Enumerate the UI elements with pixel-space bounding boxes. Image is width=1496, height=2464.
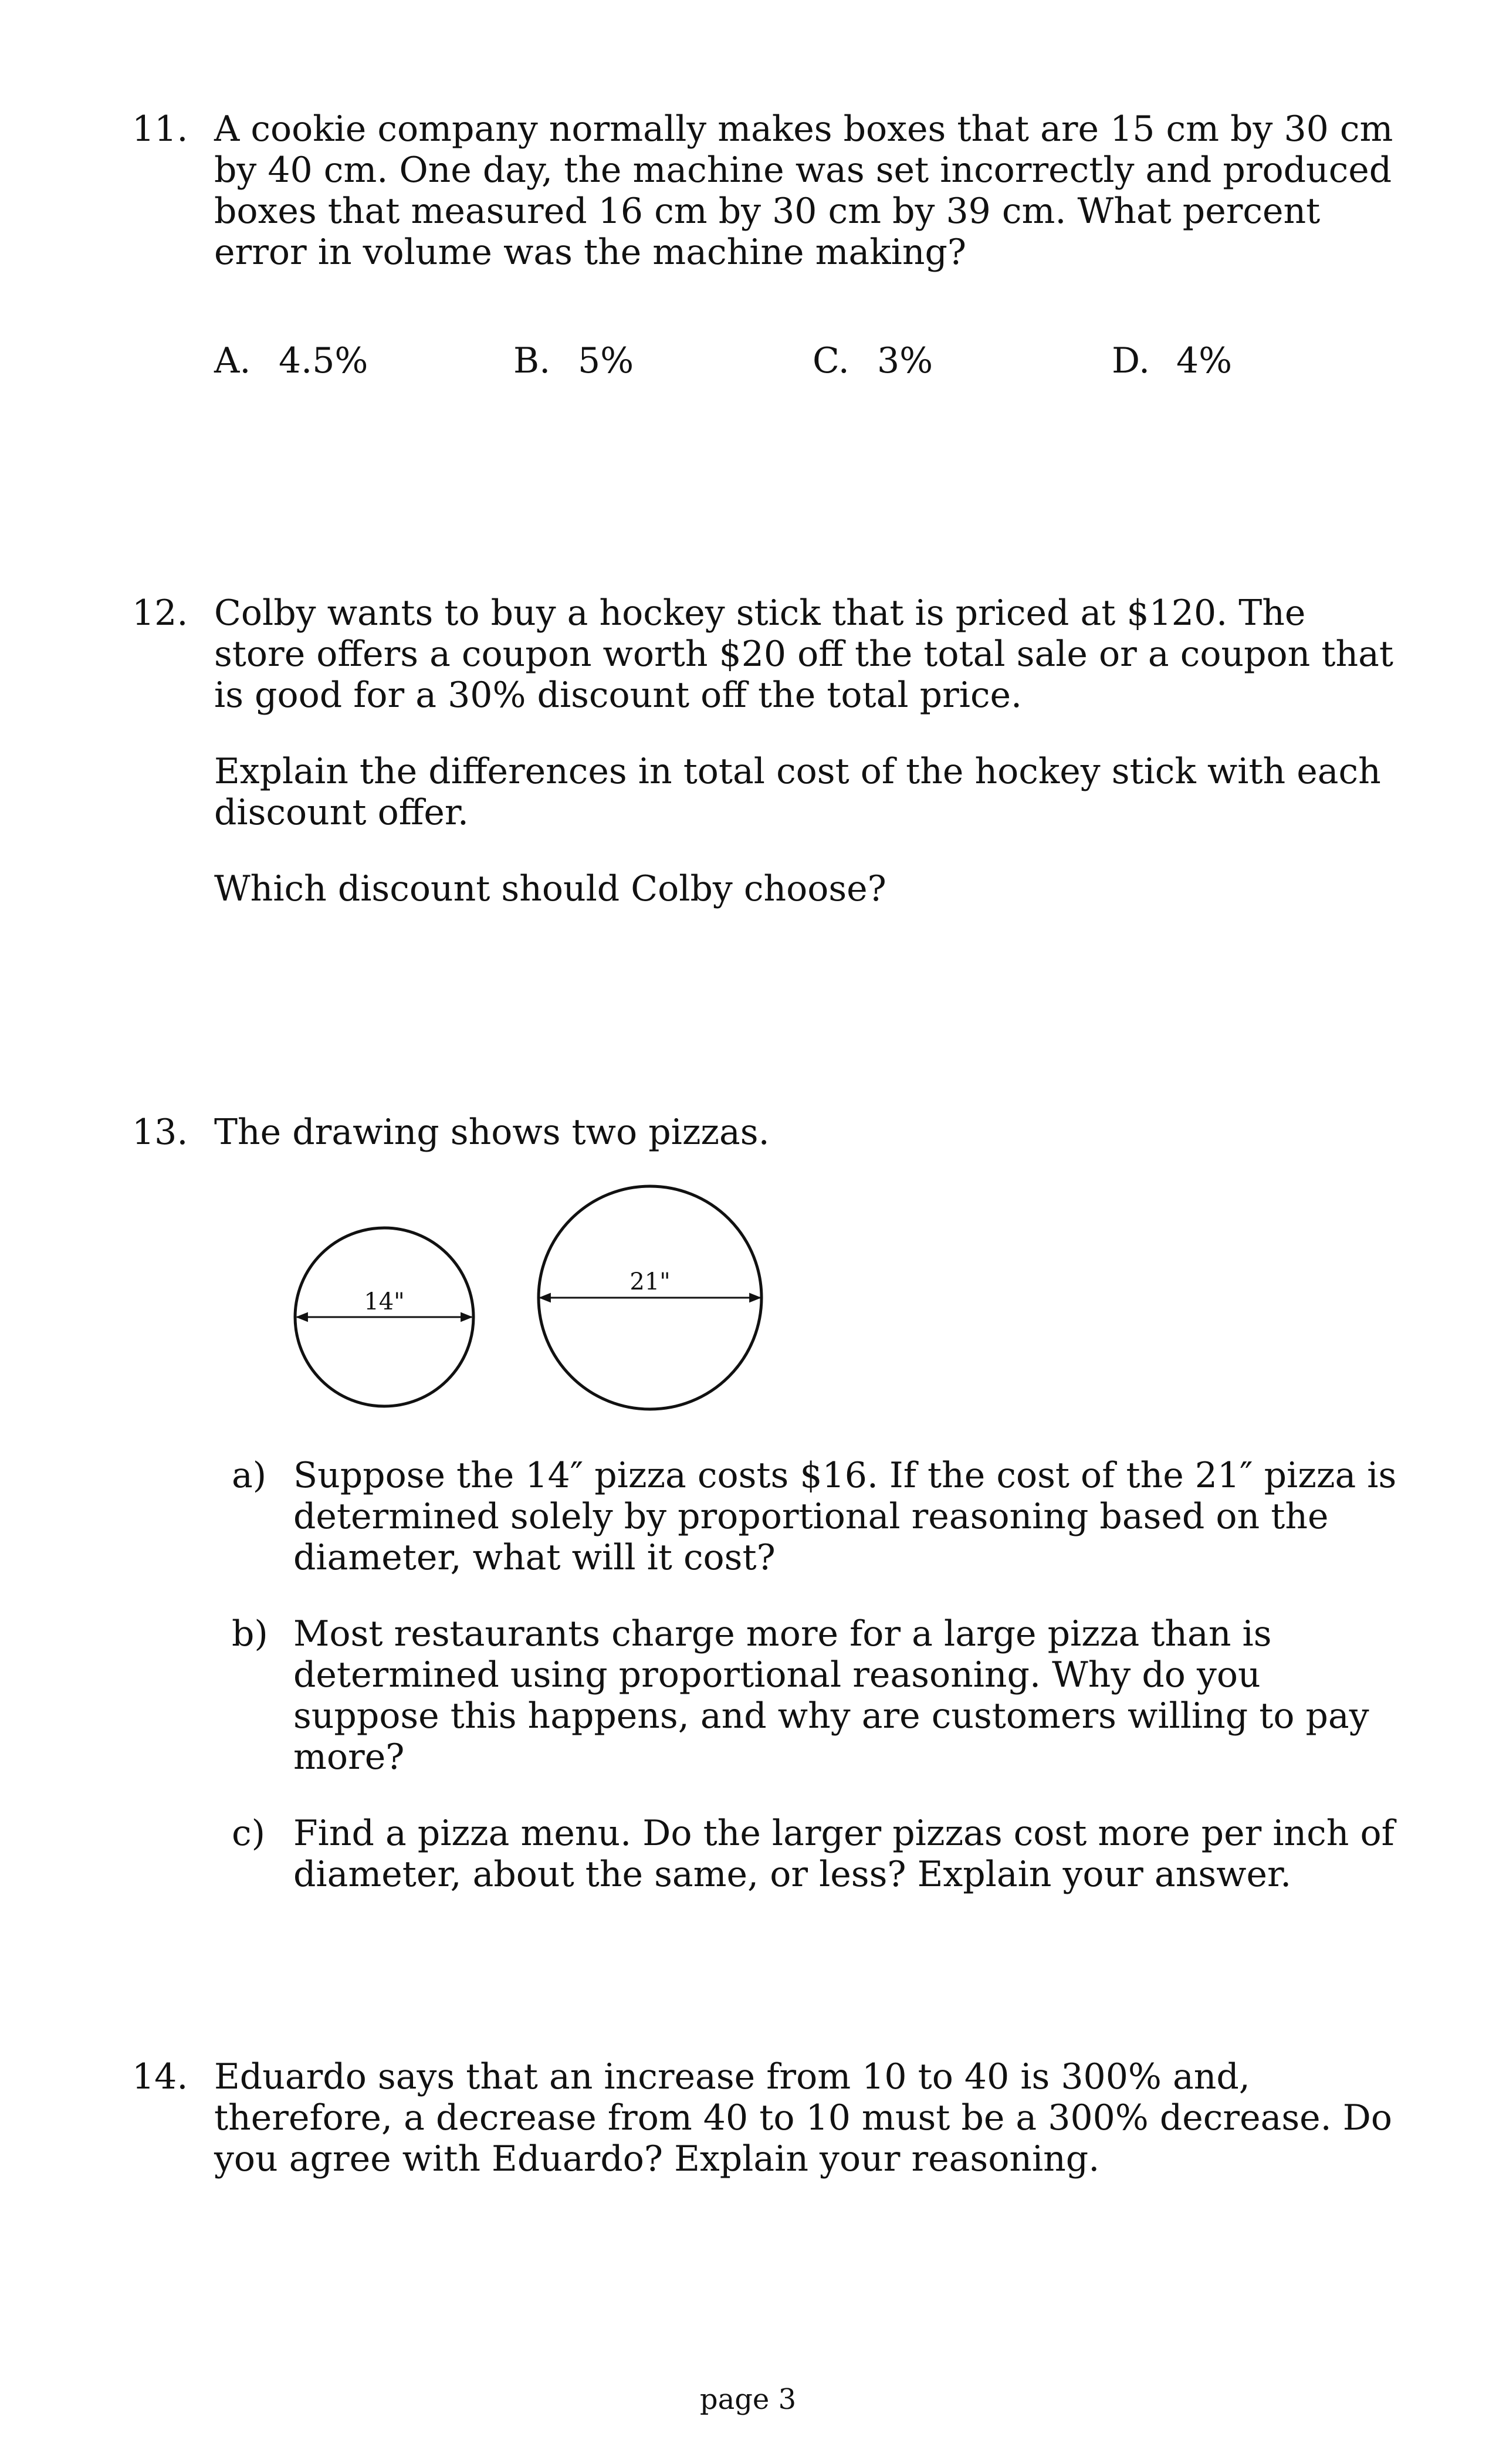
problem-text: Eduardo says that an increase from 10 to 40 is 300% and, therefore, a decrease from 40 to 10 must be a 300% decrease. Do you agree with Eduardo? Explain your reasoning. — [214, 2056, 1393, 2179]
part-b — [232, 1613, 1399, 1778]
choice-value: 3% — [877, 340, 933, 381]
problem-question: Which discount should Colby choose? — [214, 868, 886, 909]
pizza-diagram — [282, 1167, 786, 1431]
choice-d — [1112, 340, 1232, 381]
choice-letter: B. — [513, 340, 551, 381]
part-text: Most restaurants charge more for a large pizza than is determined using proportional reasoning. Why do you suppose this happens, and why are customers willing to pay more? — [293, 1613, 1369, 1778]
problem-13 — [132, 1112, 1393, 1153]
choice-c — [813, 340, 933, 381]
problem-number: 12. — [132, 593, 188, 634]
problem-number: 11. — [132, 109, 188, 150]
small-pizza-label: 14" — [364, 1288, 405, 1315]
choice-value: 4.5% — [279, 340, 368, 381]
choice-value: 5% — [578, 340, 634, 381]
part-letter: c) — [232, 1813, 266, 1854]
part-letter: a) — [232, 1455, 267, 1496]
problem-12 — [132, 593, 1393, 909]
problem-text: Colby wants to buy a hockey stick that is priced at $120. The store offers a coupon worth $20 off the total sale or a coupon that is good for a 30% discount off the total price. — [214, 593, 1393, 716]
part-text: Suppose the 14″ pizza costs $16. If the cost of the 21″ pizza is determined solely by proportional reasoning based on the diameter, what will it cost? — [293, 1455, 1397, 1578]
problem-text: A cookie company normally makes boxes that are 15 cm by 30 cm by 40 cm. One day, the machine was set incorrectly and produced boxes that measured 16 cm by 30 cm by 39 cm. What percent error in volume was the machine making? — [214, 109, 1393, 273]
problem-11 — [132, 109, 1393, 273]
small-pizza — [295, 1228, 473, 1406]
part-letter: b) — [232, 1613, 268, 1654]
part-c — [232, 1813, 1399, 1895]
part-a — [232, 1455, 1399, 1578]
large-pizza-label: 21" — [629, 1268, 671, 1295]
choice-letter: C. — [813, 340, 849, 381]
problem-text: The drawing shows two pizzas. — [214, 1112, 770, 1153]
choice-a — [214, 340, 368, 381]
choice-letter: A. — [214, 340, 251, 381]
choice-b — [513, 340, 634, 381]
problem-14 — [132, 2056, 1393, 2179]
problem-number: 14. — [132, 2056, 188, 2097]
problem-explain: Explain the differences in total cost of the hockey stick with each discount offer. — [214, 751, 1381, 833]
page-number: page 3 — [699, 2383, 797, 2416]
part-text: Find a pizza menu. Do the larger pizzas cost more per inch of diameter, about the same, or less? Explain your answer. — [293, 1813, 1395, 1895]
pizza-figure — [282, 1167, 786, 1431]
problem-13-parts — [232, 1455, 1399, 1895]
answer-choices — [214, 340, 1329, 387]
large-pizza — [539, 1186, 761, 1409]
problem-number: 13. — [132, 1112, 188, 1153]
choice-letter: D. — [1112, 340, 1150, 381]
choice-value: 4% — [1176, 340, 1233, 381]
